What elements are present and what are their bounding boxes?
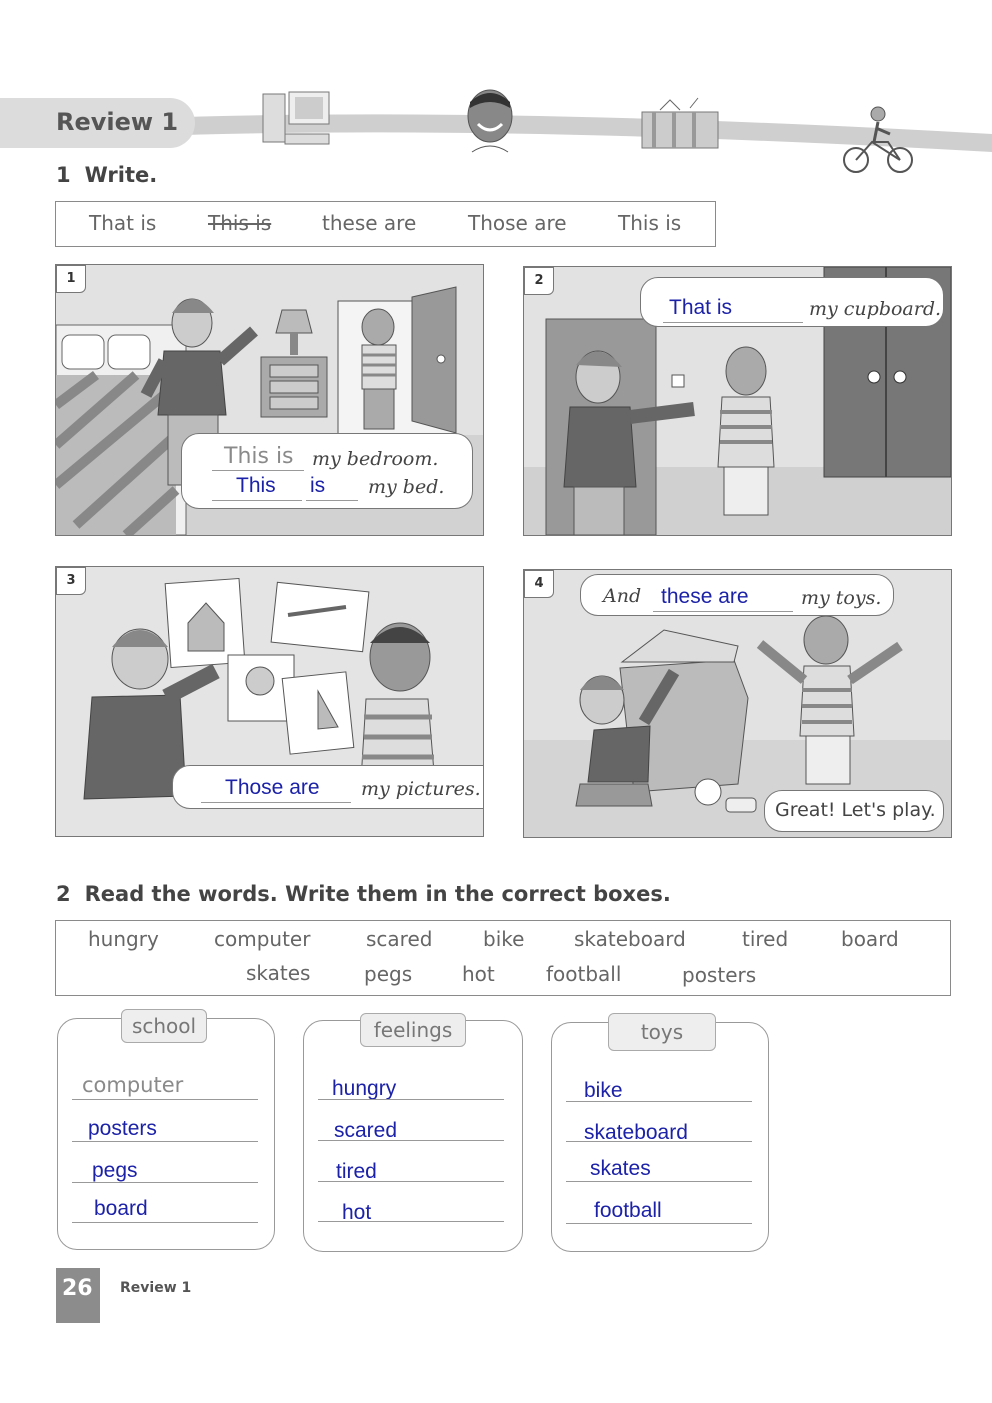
footer-section: Review 1 [120,1280,192,1296]
answer-line [318,1181,504,1182]
panel-number: 3 [56,567,86,595]
boy-face-icon [458,86,522,156]
sentence-text: my bedroom. [312,448,439,470]
sentence-text: And [603,585,642,607]
panel-2 [523,266,952,536]
panel-3 [55,566,484,837]
sentence-text: my toys. [801,587,882,609]
speech-bubble [172,765,484,809]
sentence-text: my pictures. [361,778,481,800]
word-bank-item: skateboard [574,927,686,951]
handwritten-answer: is [310,474,326,497]
panel-number: 4 [524,570,554,598]
answer-line [566,1101,752,1102]
answer-line [212,500,302,501]
bicycle-icon [840,102,916,176]
category-label: feelings [360,1013,466,1047]
answer-line [72,1099,258,1100]
exercise-1-word-bank [55,201,716,247]
speech-bubble [181,433,473,509]
word-bank-item: Those are [468,211,567,235]
word-bank-item: hungry [88,927,159,951]
exercise-2-heading [56,882,671,906]
example-answer: computer [82,1073,184,1097]
handwritten-answer: hungry [332,1077,397,1100]
word-bank-item: hot [462,962,495,986]
exercise-2-number: 2 [56,882,71,906]
word-bank-item: bike [483,927,525,951]
handwritten-answer: board [94,1197,148,1220]
handwritten-answer: tired [336,1160,377,1183]
handwritten-answer: This [236,474,276,497]
panel-1 [55,264,484,536]
handwritten-answer: That is [669,296,733,319]
word-bank-item: scared [366,927,433,951]
word-bank-item: these are [322,211,417,235]
word-bank-item: tired [742,927,789,951]
exercise-1-instruction: Write. [84,163,158,187]
word-bank-item: computer [214,927,311,951]
answer-line [566,1181,752,1182]
word-bank-item: pegs [364,962,413,986]
answer-line [212,470,304,471]
exercise-1-number: 1 [56,163,71,187]
handwritten-answer: posters [88,1117,157,1140]
handwritten-answer: skateboard [584,1121,688,1144]
category-box-feelings [303,1020,523,1252]
reply-text: Great! Let's play. [775,799,936,821]
panel-number: 2 [524,267,554,295]
panel-number: 1 [56,265,86,293]
speech-bubble-reply [764,790,944,832]
page-title: Review 1 [56,108,179,136]
handwritten-answer: Those are [225,776,320,799]
answer-line [318,1140,504,1141]
answer-line [653,611,793,612]
word-bank-item: That is [89,211,157,235]
review-tab [0,98,195,148]
handwritten-answer: skates [590,1157,651,1180]
word-bank-item: football [546,962,622,986]
computer-icon [255,88,335,156]
handwritten-answer: hot [342,1201,372,1224]
toy-box-icon [640,96,720,150]
handwritten-answer: these are [661,585,749,608]
answer-line [72,1222,258,1223]
exercise-2-instruction: Read the words. Write them in the correct boxes. [84,882,671,906]
speech-bubble [640,277,944,327]
speech-bubble [580,574,894,616]
category-label: toys [608,1013,716,1051]
answer-line [306,500,358,501]
word-bank-item: board [841,927,899,951]
word-bank-item: posters [682,963,757,987]
answer-line [566,1141,752,1142]
answer-line [318,1099,504,1100]
sentence-text: my bed. [368,476,445,498]
category-label: school [121,1009,207,1043]
category-box-school [57,1014,275,1250]
word-bank-item: This is [618,211,682,235]
handwritten-answer: bike [584,1079,623,1102]
page-number: 26 [62,1276,93,1301]
answer-line [663,322,803,323]
handwritten-answer: pegs [92,1159,138,1182]
handwritten-answer: scared [334,1119,398,1142]
panel-4 [523,569,952,838]
answer-line [72,1182,258,1183]
word-bank-item: skates [246,961,311,985]
category-box-toys [551,1022,769,1252]
answer-line [318,1221,504,1222]
exercise-2-word-bank [55,920,951,996]
exercise-1-heading [56,163,157,187]
answer-line [566,1223,752,1224]
answer-line [72,1141,258,1142]
answer-line [201,802,351,803]
word-bank-item-struck: This is [208,211,272,235]
sentence-text: my cupboard. [809,298,942,320]
handwritten-answer: football [594,1199,662,1222]
page-number-box [56,1268,100,1323]
example-answer: This is [224,444,294,469]
